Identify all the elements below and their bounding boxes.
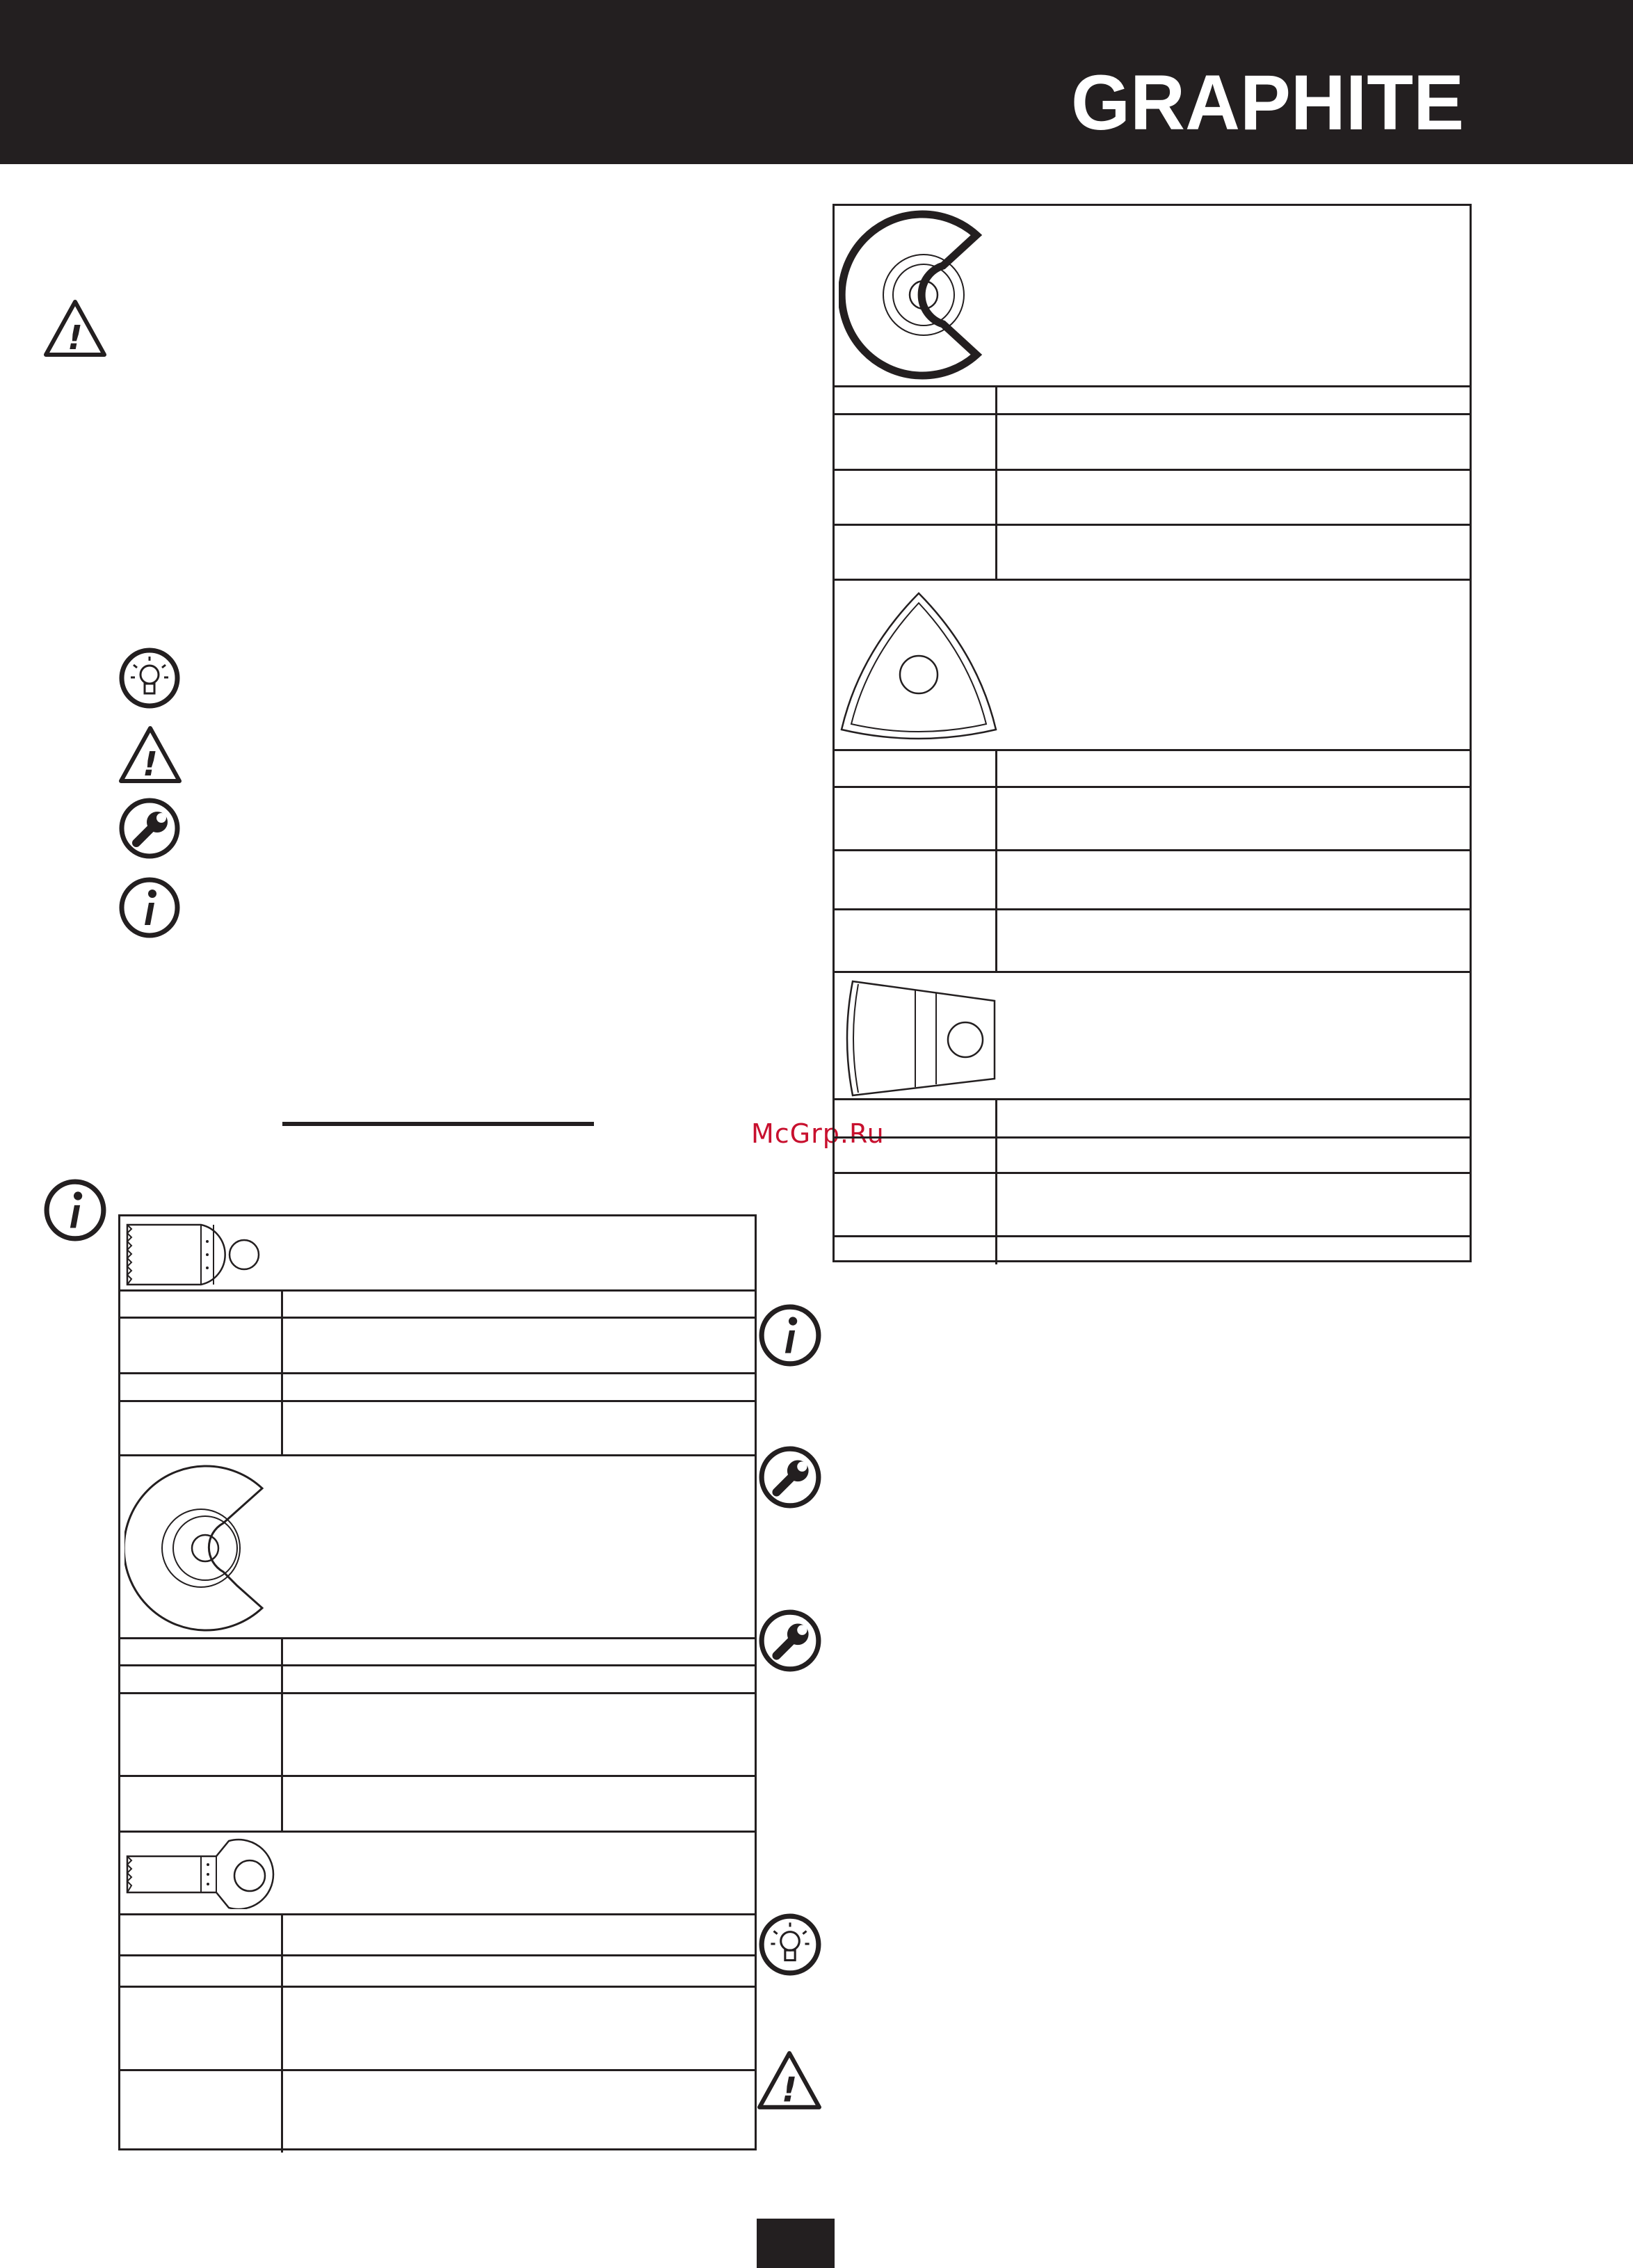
table-row: [120, 1317, 755, 1372]
table-image-row: [120, 1831, 755, 1913]
table-row: [835, 385, 1470, 413]
wrench-icon: [758, 1445, 822, 1509]
info-icon: [43, 1178, 107, 1242]
narrow-plunge-blade-icon: [124, 1837, 291, 1909]
table-row: [120, 1913, 755, 1954]
straight-plunge-blade-icon: [124, 1221, 284, 1286]
triangular-sanding-pad-icon: [839, 590, 999, 743]
wrench-icon: [118, 797, 181, 860]
table-row: [835, 849, 1470, 908]
scraper-blade-icon: [839, 979, 999, 1098]
segment-saw-blade-icon: [124, 1461, 271, 1634]
table-row: [835, 749, 1470, 786]
table-image-row: [835, 206, 1470, 385]
table-row: [835, 1172, 1470, 1235]
table-image-row: [835, 579, 1470, 749]
svg-text:!: !: [67, 319, 83, 357]
table-row: [120, 1664, 755, 1692]
table-row: [120, 1775, 755, 1831]
table-row: [835, 908, 1470, 971]
page-number-tab: [757, 2219, 835, 2268]
brand-logo-text: GRAPHITE: [1071, 71, 1464, 132]
blade-spec-table-left: [118, 1214, 757, 2150]
table-row: [835, 524, 1470, 579]
table-row: [120, 1986, 755, 2069]
table-row: [835, 1235, 1470, 1264]
table-row: [835, 1098, 1470, 1136]
warning-triangle-icon: [118, 725, 182, 784]
segment-saw-blade-icon: [839, 210, 985, 380]
warning-triangle-icon: [43, 299, 107, 357]
table-row: [120, 1954, 755, 1986]
svg-text:!: !: [781, 2069, 798, 2110]
header-bar: [0, 0, 1633, 164]
info-icon: [758, 1303, 822, 1367]
info-icon: [118, 876, 181, 939]
brand-logo: [1071, 71, 1464, 132]
table-image-row: [120, 1216, 755, 1289]
table-row: [120, 1289, 755, 1317]
lightbulb-icon: [758, 1913, 822, 1977]
table-row: [835, 413, 1470, 469]
table-row: [835, 469, 1470, 524]
table-row: [120, 1692, 755, 1775]
table-row: [120, 1637, 755, 1664]
table-image-row: [835, 971, 1470, 1098]
table-row: [835, 786, 1470, 849]
table-row: [835, 1136, 1470, 1172]
table-image-row: [120, 1454, 755, 1637]
blade-spec-table-right: [832, 204, 1472, 1262]
table-row: [120, 2069, 755, 2153]
lightbulb-icon: [118, 647, 181, 709]
wrench-icon: [758, 1609, 822, 1673]
watermark: McGrp.Ru: [751, 1118, 885, 1149]
table-row: [120, 1400, 755, 1454]
warning-triangle-icon: [757, 2050, 822, 2110]
svg-text:!: !: [143, 745, 158, 784]
section-divider: [282, 1122, 594, 1126]
table-row: [120, 1372, 755, 1400]
